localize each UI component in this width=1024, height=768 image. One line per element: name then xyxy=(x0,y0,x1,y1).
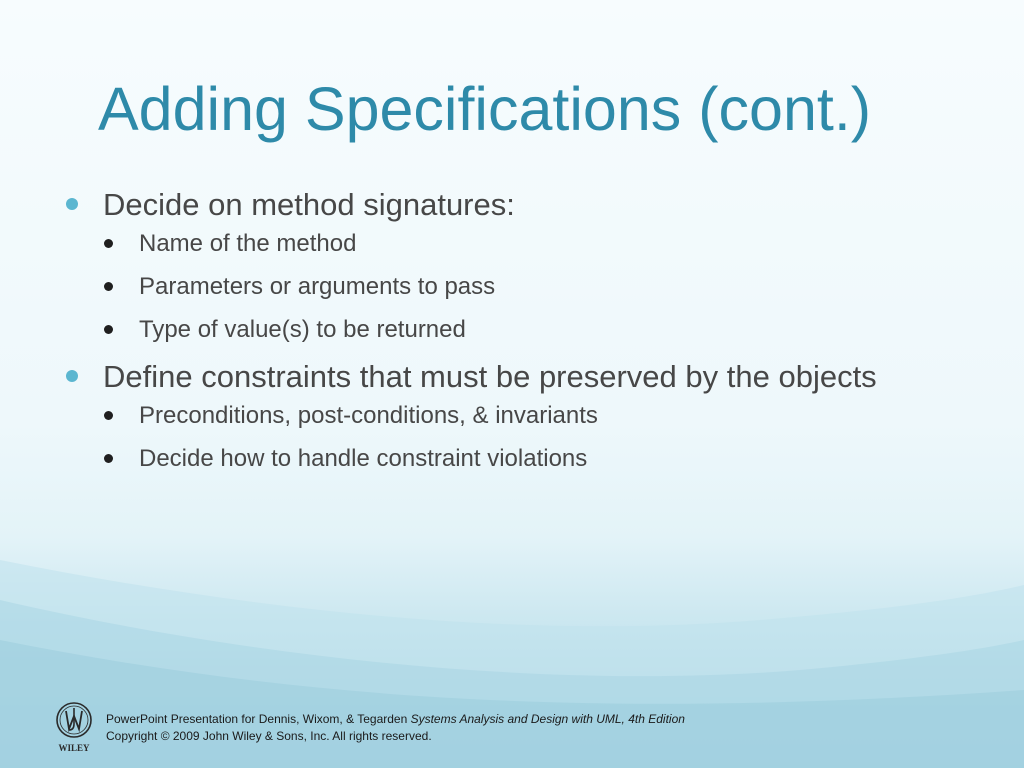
footer-line-1 xyxy=(106,711,685,728)
sub-bullet-dot-icon xyxy=(104,239,113,248)
footer-text xyxy=(106,711,685,746)
wiley-logo-icon xyxy=(54,700,94,756)
sub-bullet-item xyxy=(62,444,982,474)
slide-title: Adding Specifications (cont.) xyxy=(98,75,872,143)
wiley-logo-text: WILEY xyxy=(58,743,90,753)
bullet-dot-icon xyxy=(66,198,78,210)
sub-bullet-text: Type of value(s) to be returned xyxy=(139,315,466,343)
sub-bullet-text: Preconditions, post-conditions, & invariants xyxy=(139,401,598,429)
sub-bullet-text: Parameters or arguments to pass xyxy=(139,272,496,300)
sub-bullet-item xyxy=(62,315,982,345)
footer-copyright: Copyright © 2009 John Wiley & Sons, Inc. All rights reserved. xyxy=(106,729,432,744)
bullet-text: Define constraints that must be preserved by the objects xyxy=(103,358,877,394)
bullet-group-constraints xyxy=(62,358,982,474)
sub-bullet-dot-icon xyxy=(104,325,113,334)
bullet-dot-icon xyxy=(66,370,78,382)
sub-bullet-dot-icon xyxy=(104,411,113,420)
bullet-item xyxy=(62,186,982,225)
bullet-group-method-signatures xyxy=(62,186,982,345)
sub-bullet-item xyxy=(62,272,982,302)
sub-bullet-dot-icon xyxy=(104,454,113,463)
footer-credit: PowerPoint Presentation for Dennis, Wixom, & Tegarden xyxy=(106,712,411,726)
sub-bullet-text: Decide how to handle constraint violations xyxy=(139,444,588,472)
footer-book-title: Systems Analysis and Design with UML, 4th Edition xyxy=(410,712,685,726)
sub-bullet-text: Name of the method xyxy=(139,229,357,257)
sub-bullet-dot-icon xyxy=(104,282,113,291)
bullet-item xyxy=(62,358,982,397)
bullet-text: Decide on method signatures: xyxy=(103,187,515,222)
sub-bullet-item xyxy=(62,401,982,431)
sub-bullet-item xyxy=(62,229,982,259)
bullet-list xyxy=(62,186,982,487)
